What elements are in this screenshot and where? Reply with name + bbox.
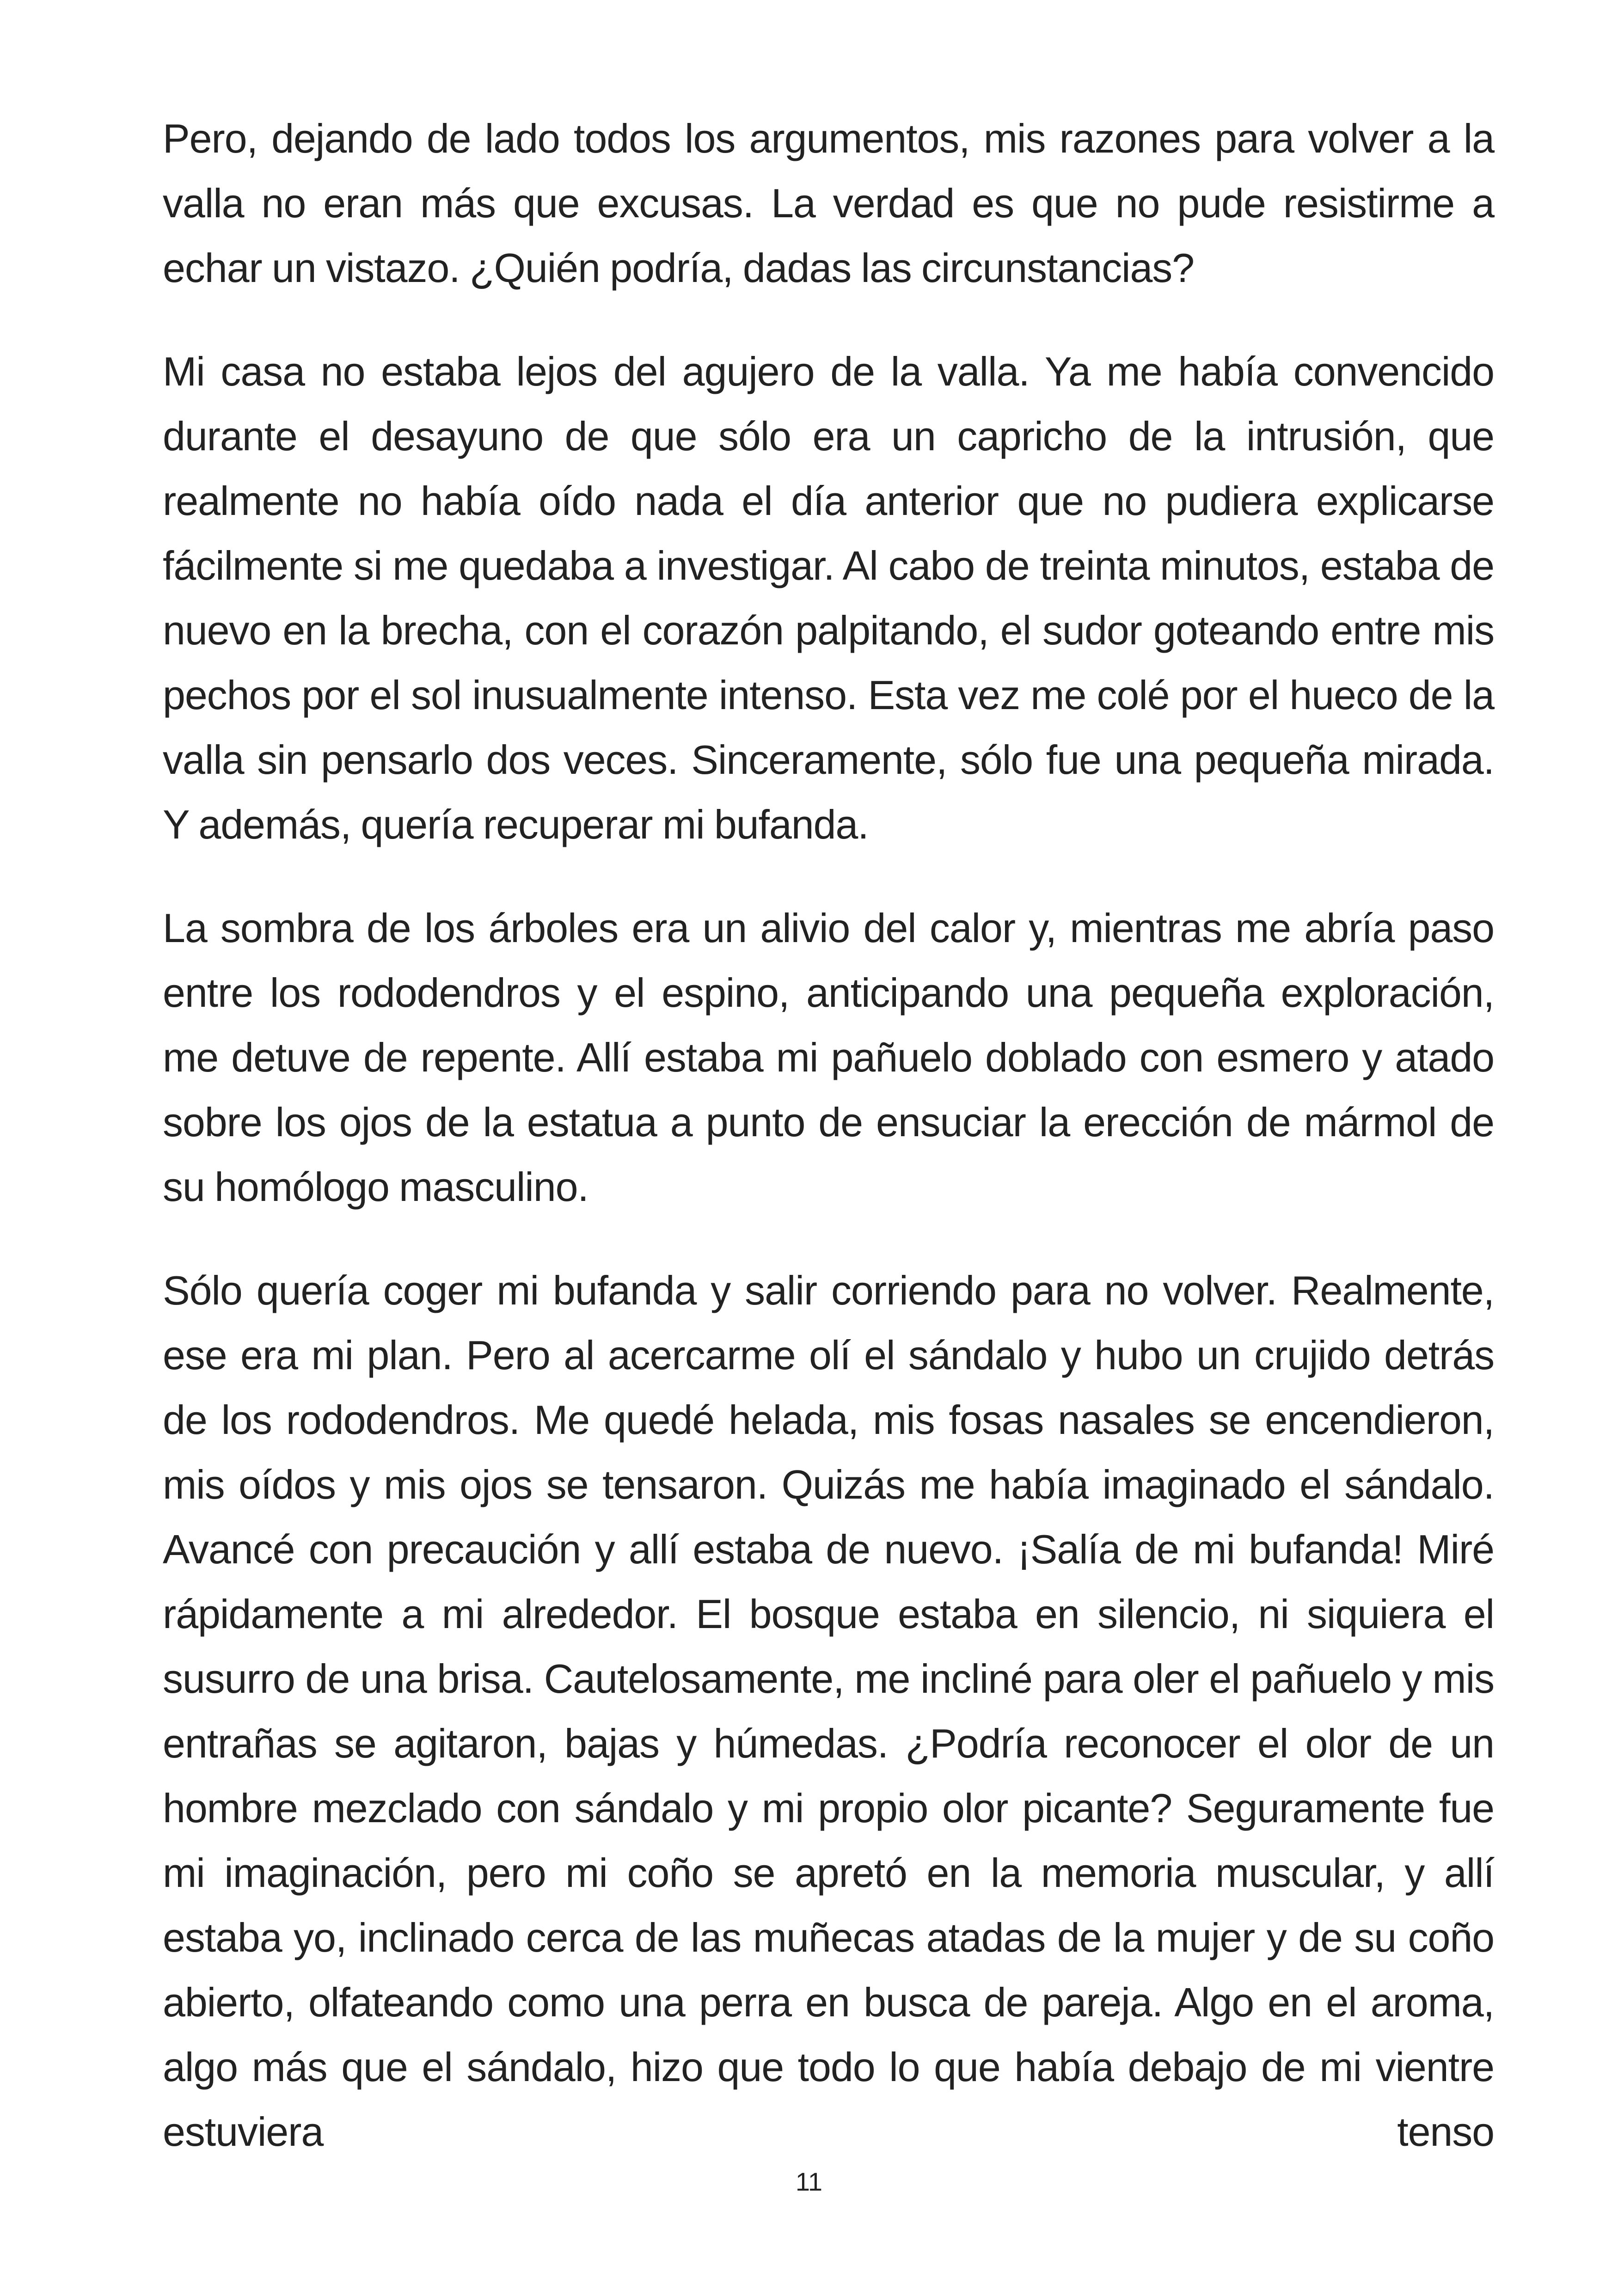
body-text (163, 106, 1494, 2164)
paragraph: Pero, dejando de lado todos los argumentos, mis razones para volver a la valla no eran más que excusas. La verdad es que no pude resistirme a echar un vistazo. ¿Quién podría, dadas las circunstancias? (163, 116, 1494, 291)
paragraph: Mi casa no estaba lejos del agujero de la valla. Ya me había convencido durante el desayuno de que sólo era un capricho de la intrusión, que realmente no había oído nada el día anterior que no pudiera explicarse fácilmente si me quedaba a investigar. Al cabo de treinta minutos, estaba de nuevo en la brecha, con el corazón palpitando, el sudor goteando entre mis pechos por el sol inusualmente intenso. Esta vez me colé por el hueco de la valla sin pensarlo dos veces. Sinceramente, sólo fue una pequeña mirada. Y además, quería recuperar mi bufanda. (163, 349, 1494, 847)
page-number: 11 (795, 2167, 823, 2196)
paragraph: La sombra de los árboles era un alivio del calor y, mientras me abría paso entre los rododendros y el espino, anticipando una pequeña exploración, me detuve de repente. Allí estaba mi pañuelo doblado con esmero y atado sobre los ojos de la estatua a punto de ensuciar la erección de mármol de su homólogo masculino. (163, 905, 1494, 1210)
paragraph: Sólo quería coger mi bufanda y salir corriendo para no volver. Realmente, ese era mi plan. Pero al acercarme olí el sándalo y hubo un crujido detrás de los rododendros. Me quedé helada, mis fosas nasales se encendieron, mis oídos y mis ojos se tensaron. Quizás me había imaginado el sándalo. Avancé con precaución y allí estaba de nuevo. ¡Salía de mi bufanda! Miré rápidamente a mi alrededor. El bosque estaba en silencio, ni siquiera el susurro de una brisa. Cautelosamente, me incliné para oler el pañuelo y mis entrañas se agitaron, bajas y húmedas. ¿Podría reconocer el olor de un hombre mezclado con sándalo y mi propio olor picante? Seguramente fue mi imaginación, pero mi coño se apretó en la memoria muscular, y allí estaba yo, inclinado cerca de las muñecas atadas de la mujer y de su coño abierto, olfateando como una perra en busca de pareja. Algo en el aroma, algo más que el sándalo, hizo que todo lo que había debajo de mi vientre estuviera tenso (163, 1267, 1494, 2155)
